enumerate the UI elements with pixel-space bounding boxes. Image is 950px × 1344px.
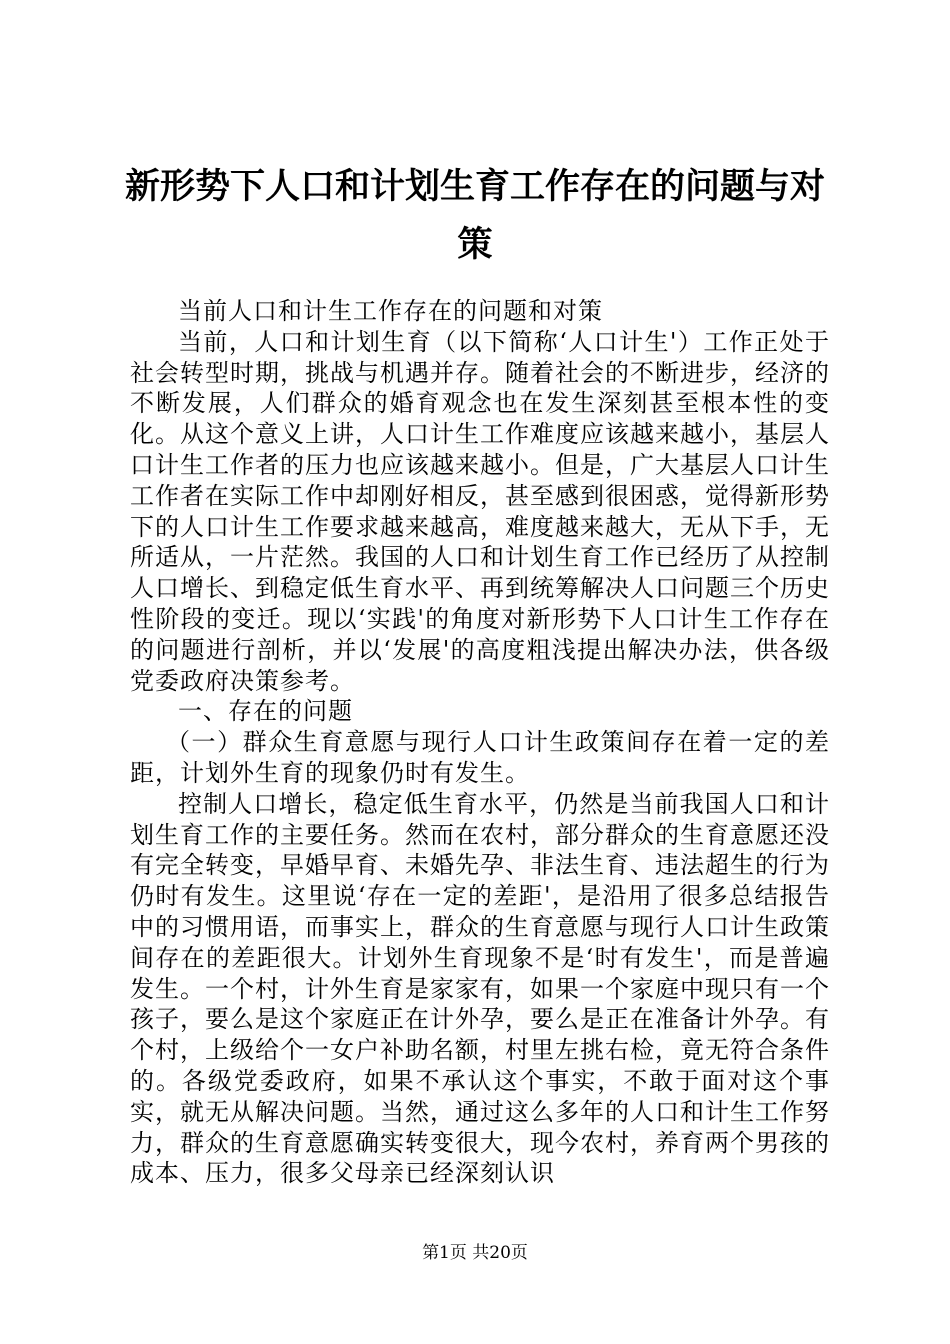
page-footer: 第1页 共20页 (422, 1243, 528, 1263)
paragraph-subtitle: 当前人口和计生工作存在的问题和对策 (178, 297, 603, 325)
paragraph-intro: 当前，人口和计划生育（以下简称‘人口计生'）工作正处于社会转型时期，挑战与机遇并存。随着社会的不断进步，经济的不断发展，人们群众的婚育观念也在发生深刻甚至根本性的变化。从这个意义上讲，人口计生工作难度应该越来越小，基层人口计生工作者的压力也应该越来越小。但是，广大基层人口计生工作者在实际工作中却刚好相反，甚至感到很困惑，觉得新形势下的人口计生工作要求越来越高，难度越来越大，无从下手，无所适从，一片茫然。我国的人口和计划生育工作已经历了从控制人口增长、到稳定低生育水平、再到统筹解决人口问题三个历史性阶段的变迁。现以‘实践'的角度对新形势下人口计生工作存在的问题进行剖析，并以‘发展'的高度粗浅提出解决办法，供各级党委政府决策参考。 (130, 327, 830, 695)
document-body (130, 296, 830, 1189)
document-title: 新形势下人口和计划生育工作存在的问题与对策 (124, 166, 825, 265)
paragraph-body: 控制人口增长，稳定低生育水平，仍然是当前我国人口和计划生育工作的主要任务。然而在农村，部分群众的生育意愿还没有完全转变，早婚早育、未婚先孕、非法生育、违法超生的行为仍时有发生。这里说‘存在一定的差距'，是沿用了很多总结报告中的习惯用语，而事实上，群众的生育意愿与现行人口计生政策间存在的差距很大。计划外生育现象不是‘时有发生'，而是普遍发生。一个村，计外生育是家家有，如果一个家庭中现只有一个孩子，要么是这个家庭正在计外孕，要么是正在准备计外孕。有个村，上级给个一女户补助名额，村里左挑右检，竟无符合条件的。各级党委政府，如果不承认这个事实，不敢于面对这个事实，就无从解决问题。当然，通过这么多年的人口和计生工作努力，群众的生育意愿确实转变很大，现今农村，养育两个男孩的成本、压力，很多父母亲已经深刻认识 (130, 789, 830, 1188)
subsection-heading: （一）群众生育意愿与现行人口计生政策间存在着一定的差距，计划外生育的现象仍时有发生。 (130, 728, 830, 787)
section-heading: 一、存在的问题 (178, 697, 353, 726)
